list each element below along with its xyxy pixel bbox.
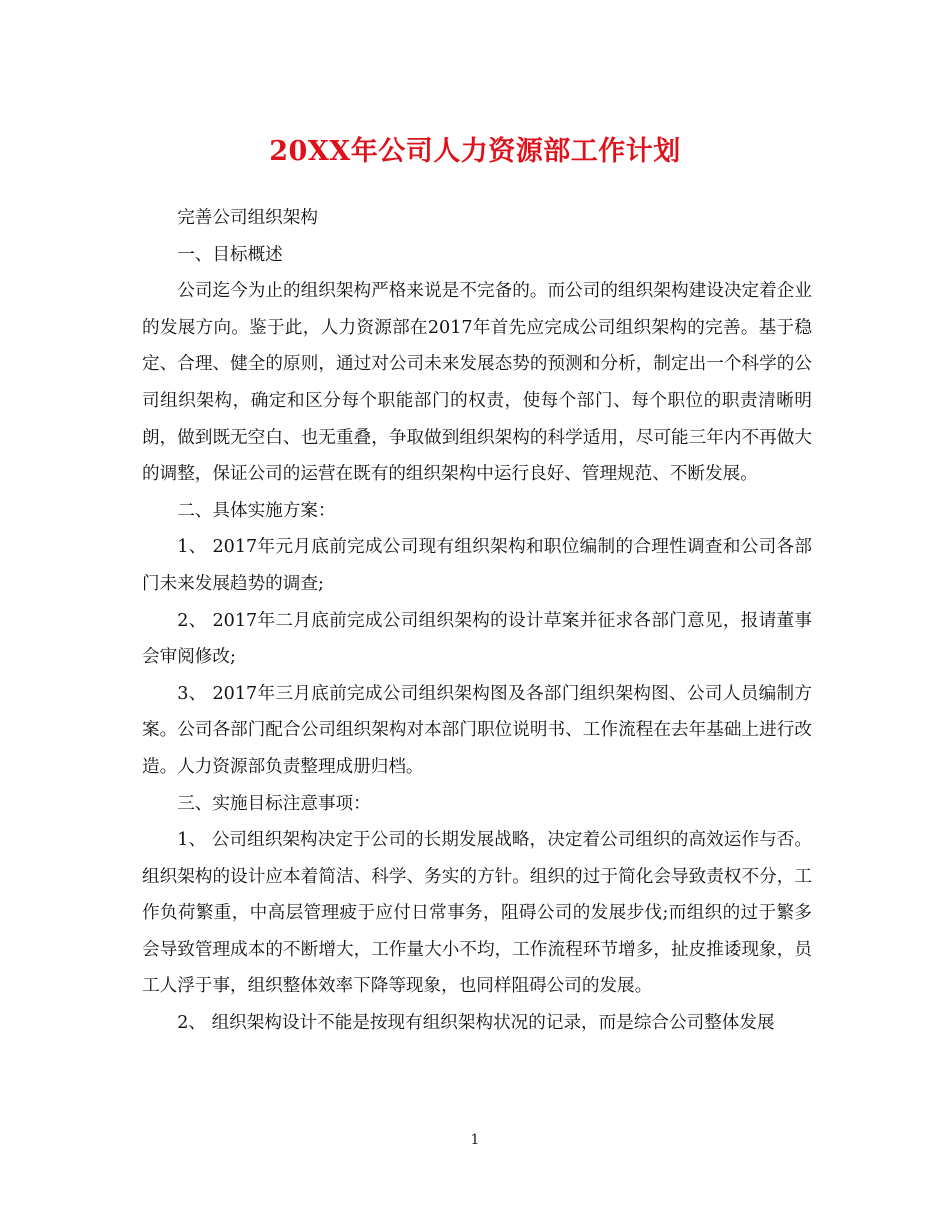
list-item: 2、 2017年二月底前完成公司组织架构的设计草案并征求各部门意见，报请董事会审阅修改;	[142, 610, 812, 668]
list-item: 3、 2017年三月底前完成公司组织架构图及各部门组织架构图、公司人员编制方案。公司各部门配合公司组织架构对本部门职位说明书、工作流程在去年基础上进行改造。人力资源部负责整理成册归档。	[142, 683, 812, 777]
subsection-heading: 一、目标概述	[177, 244, 283, 265]
body-paragraph: 公司迄今为止的组织架构严格来说是不完备的。而公司的组织架构建设决定着企业的发展方向。鉴于此，人力资源部在2017年首先应完成公司组织架构的完善。基于稳定、合理、健全的原则，通过对公司未来发展态势的预测和分析，制定出一个科学的公司组织架构，确定和区分每个职能部门的权责，使每个部门、每个职位的职责清晰明朗，做到既无空白、也无重叠，争取做到组织架构的科学适用，尽可能三年内不再做大的调整，保证公司的运营在既有的组织架构中运行良好、管理规范、不断发展。	[142, 281, 812, 485]
section-heading: 完善公司组织架构	[177, 208, 318, 228]
document-title: 20XX年公司人力资源部工作计划	[269, 136, 681, 167]
page-number: 1	[470, 1132, 480, 1148]
list-item: 2、 组织架构设计不能是按现有组织架构状况的记录，而是综合公司整体发展	[177, 1013, 775, 1034]
list-item: 1、 公司组织架构决定于公司的长期发展战略，决定着公司组织的高效运作与否。组织架构的设计应本着简洁、科学、务实的方针。组织的过于简化会导致责权不分，工作负荷繁重，中高层管理疲于应付日常事务，阻碍公司的发展步伐;而组织的过于繁多会导致管理成本的不断增大，工作量大小不均，工作流程环节增多，扯皮推诿现象，员工人浮于事，组织整体效率下降等现象，也同样阻碍公司的发展。	[142, 830, 812, 997]
subsection-heading: 二、具体实施方案：	[177, 500, 336, 521]
document-body	[142, 200, 812, 1042]
list-item: 1、 2017年元月底前完成公司现有组织架构和职位编制的合理性调查和公司各部门未来发展趋势的调查;	[142, 537, 812, 594]
subsection-heading: 三、实施目标注意事项：	[177, 793, 371, 814]
